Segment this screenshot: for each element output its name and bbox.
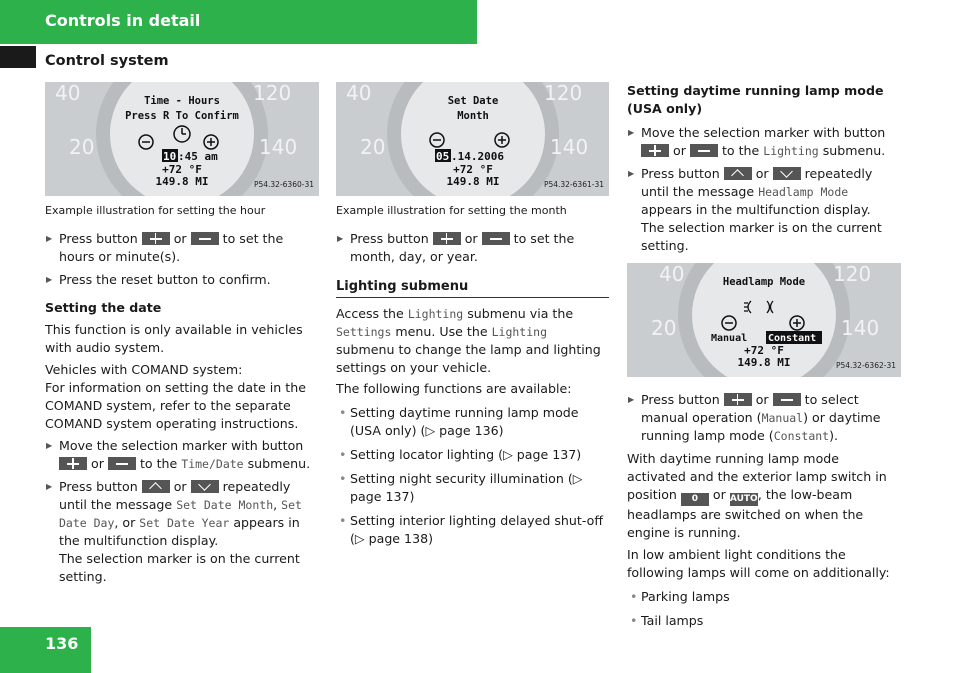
- temperature: +72 °F: [744, 344, 784, 357]
- gauge-label: 40: [55, 82, 81, 105]
- paragraph: This function is only available in vehicles with audio system.: [45, 322, 303, 355]
- screen-line: Set Date: [447, 95, 499, 107]
- instruction-step: ▶ Press button or repeatedly until the message Headlamp Mode appears in the multifunction display. The selection marker is on the current setting.: [627, 165, 901, 255]
- gauge-label: 20: [651, 316, 677, 340]
- section-title: Control system: [45, 53, 169, 69]
- temperature: +72 °F: [162, 163, 202, 176]
- list-item: • Tail lamps: [627, 612, 901, 630]
- switch-position-0-icon: 0: [681, 493, 709, 506]
- list-item: • Setting daytime running lamp mode (USA only) (▷ page 136): [336, 404, 609, 440]
- illustration-set-month: [336, 82, 609, 196]
- minus-button-icon: [690, 144, 718, 157]
- option-constant: Constant: [768, 333, 817, 344]
- option-manual: Manual: [711, 333, 748, 344]
- temperature: +72 °F: [453, 163, 493, 176]
- list-item: • Setting interior lighting delayed shut-off (▷ page 138): [336, 512, 609, 548]
- list-item: • Parking lamps: [627, 588, 901, 606]
- odometer: 149.8 MI: [155, 175, 209, 188]
- paragraph: Vehicles with COMAND system: For information on setting the date in the COMAND system, refer to the separate COMAND system operating instructions.: [45, 362, 306, 431]
- illustration-set-hour: [45, 82, 319, 196]
- figure-id: P54.32-6361-31: [543, 180, 604, 189]
- instruction-step: ▶ Press button or to set the hours or minute(s).: [45, 230, 319, 266]
- switch-position-auto-icon: AUTO: [729, 494, 758, 504]
- page-number: 136: [45, 634, 79, 653]
- minus-button-icon: [191, 232, 219, 245]
- instruction-step: ▶ Move the selection marker with button or to the Time/Date submenu.: [45, 437, 319, 473]
- down-button-icon: [773, 167, 801, 180]
- up-button-icon: [724, 167, 752, 180]
- screen-title: Headlamp Mode: [722, 276, 806, 288]
- figure-id: P54.32-6360-31: [253, 180, 314, 189]
- plus-button-icon: [724, 393, 752, 406]
- list-item: • Setting night security illumination (▷ page 137): [336, 470, 609, 506]
- screen-line: Month: [457, 110, 489, 122]
- instruction-step: ▶ Press the reset button to confirm.: [45, 271, 319, 289]
- subheading-daytime-running-lamp: Setting daytime running lamp mode (USA only): [627, 83, 884, 116]
- subheading-lighting-submenu: Lighting submenu: [336, 278, 609, 298]
- chapter-title: Controls in detail: [45, 11, 201, 30]
- gauge-label: 120: [253, 82, 292, 105]
- plus-button-icon: [142, 232, 170, 245]
- gauge-label: 120: [544, 82, 583, 105]
- instruction-step: ▶ Press button or repeatedly until the message Set Date Month, Set Date Day, or Set Date Year appears in the multifunction display. The selection marker is on the current setting.: [45, 478, 319, 586]
- figure-caption: Example illustration for setting the hour: [45, 204, 266, 217]
- screen-line: Press R To Confirm: [125, 110, 239, 122]
- gauge-label: 20: [360, 135, 386, 159]
- plus-button-icon: [433, 232, 461, 245]
- gauge-label: 140: [259, 135, 298, 159]
- paragraph: The following functions are available:: [336, 381, 572, 396]
- gauge-label: 140: [550, 135, 589, 159]
- column-2: [336, 82, 609, 554]
- column-1: [45, 82, 319, 591]
- paragraph: Access the Lighting submenu via the Settings menu. Use the Lighting submenu to change the lamp and lighting settings on your vehicle.: [336, 306, 601, 375]
- paragraph: In low ambient light conditions the following lamps will come on additionally:: [627, 547, 890, 580]
- list-item: • Setting locator lighting (▷ page 137): [336, 446, 609, 464]
- minus-button-icon: [108, 457, 136, 470]
- figure-id: P54.32-6362-31: [835, 361, 896, 370]
- gauge-label: 20: [69, 135, 95, 159]
- column-3: [627, 82, 901, 636]
- gauge-label: 140: [841, 316, 880, 340]
- up-button-icon: [142, 480, 170, 493]
- minus-button-icon: [773, 393, 801, 406]
- instruction-step: ▶ Move the selection marker with button or to the Lighting submenu.: [627, 124, 901, 160]
- plus-button-icon: [59, 457, 87, 470]
- instruction-step: ▶ Press button or to select manual operation (Manual) or daytime running lamp mode (Constant).: [627, 391, 901, 445]
- figure-caption: Example illustration for setting the month: [336, 204, 567, 217]
- subheading-setting-date: Setting the date: [45, 300, 162, 315]
- minus-button-icon: [482, 232, 510, 245]
- illustration-headlamp-mode: [627, 263, 901, 377]
- selected-month: 05: [436, 150, 450, 163]
- gauge-label: 40: [346, 82, 372, 105]
- time-rest: :45 am: [178, 150, 218, 163]
- odometer: 149.8 MI: [446, 175, 500, 188]
- instruction-step: ▶ Press button or to set the month, day, or year.: [336, 230, 609, 266]
- selected-hour: 10: [163, 150, 177, 163]
- plus-button-icon: [641, 144, 669, 157]
- gauge-label: 40: [659, 263, 685, 286]
- down-button-icon: [191, 480, 219, 493]
- odometer: 149.8 MI: [737, 356, 791, 369]
- section-marker: [0, 46, 36, 68]
- date-rest: .14.2006: [451, 150, 504, 163]
- screen-line: Time - Hours: [144, 95, 220, 107]
- gauge-label: 120: [833, 263, 872, 286]
- paragraph: With daytime running lamp mode activated and the exterior lamp switch in position 0 or AUTO, the low-beam headlamps are switched on when the engine is running.: [627, 451, 887, 540]
